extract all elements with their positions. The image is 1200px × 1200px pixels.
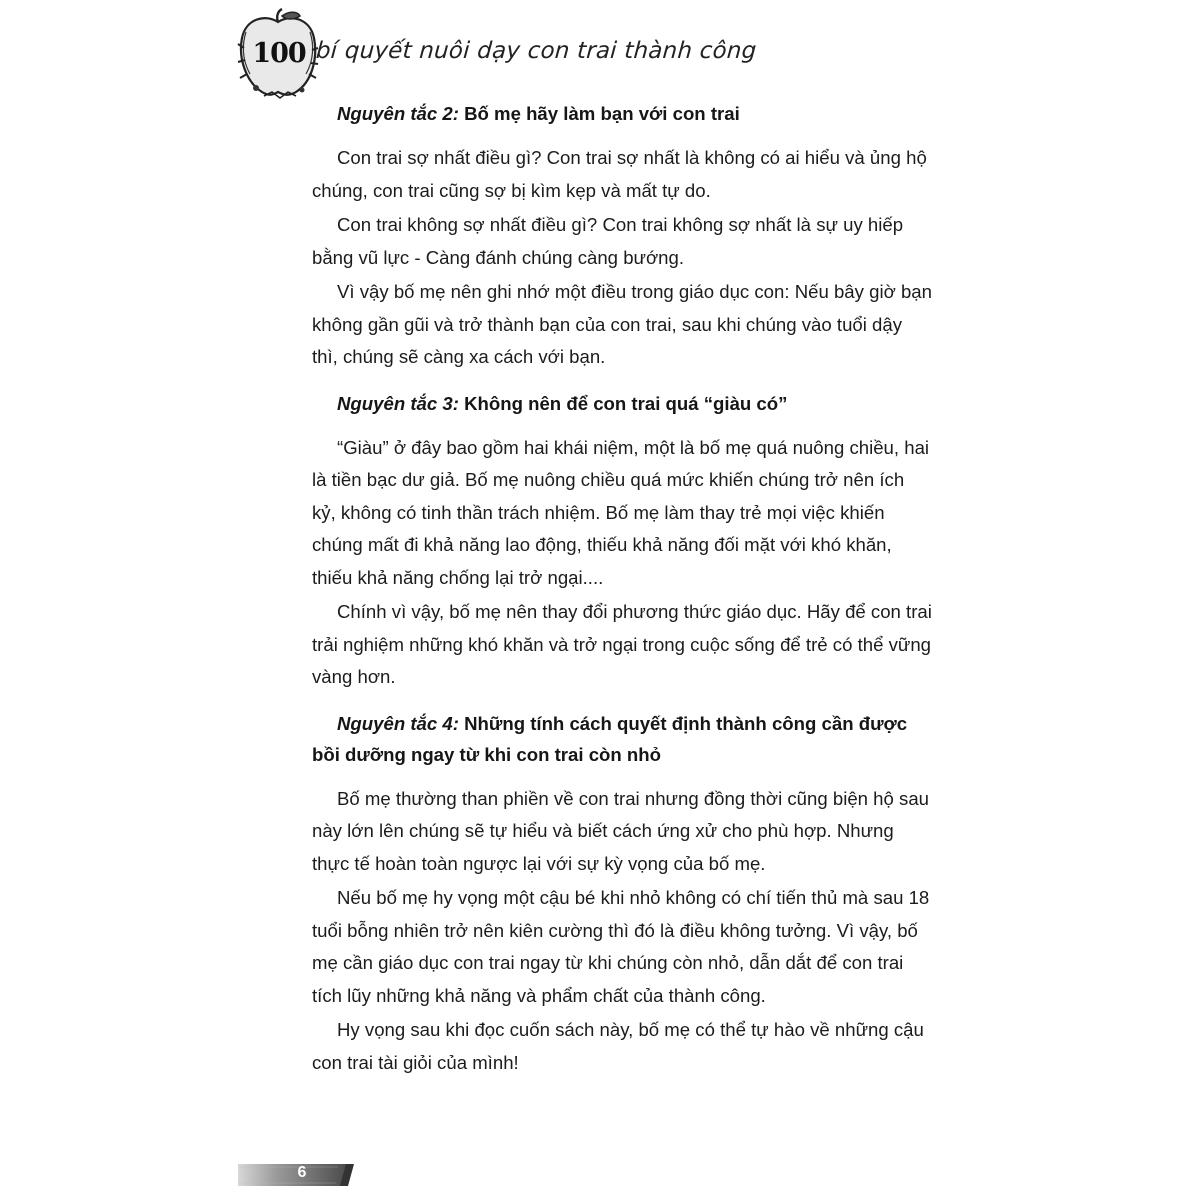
section-label: Nguyên tắc 3: <box>337 392 459 414</box>
page-content <box>312 98 932 1081</box>
paragraph: Nếu bố mẹ hy vọng một cậu bé khi nhỏ không có chí tiến thủ mà sau 18 tuổi bỗng nhiên trở nên kiên cường thì đó là điều không tưởng. Vì vậy, bố mẹ cần giáo dục con trai ngay từ khi chúng còn nhỏ, dẫn dắt để con trai tích lũy những khả năng và phẩm chất của thành công. <box>312 887 930 1006</box>
book-logo-apple-icon <box>236 8 320 102</box>
paragraph: “Giàu” ở đây bao gồm hai khái niệm, một là bố mẹ quá nuông chiều, hai là tiền bạc dư giả. Bố mẹ nuông chiều quá mức khiến chúng trở nên ích kỷ, không có tinh thần trách nhiệm. Bố mẹ làm thay trẻ mọi việc khiến chúng mất đi khả năng lao động, thiếu khả năng đối mặt với khó khăn, thiếu khả năng chống lại trở ngại.... <box>312 436 930 588</box>
page-number: 6 <box>297 1164 307 1181</box>
section-heading-principle-2 <box>337 98 932 129</box>
paragraph: Con trai không sợ nhất điều gì? Con trai không sợ nhất là sự uy hiếp bằng vũ lực - Càng đánh chúng càng bướng. <box>312 214 904 268</box>
section-label: Nguyên tắc 4: <box>337 712 459 734</box>
section-heading-principle-3 <box>337 388 932 419</box>
logo-number: 100 <box>252 38 306 69</box>
section-title: Không nên để con trai quá “giàu có” <box>458 392 788 414</box>
section-heading-principle-4 <box>312 708 932 770</box>
section-label: Nguyên tắc 2: <box>337 103 459 124</box>
paragraph: Con trai sợ nhất điều gì? Con trai sợ nhất là không có ai hiểu và ủng hộ chúng, con trai cũng sợ bị kìm kẹp và mất tự do. <box>312 147 927 201</box>
paragraph: Bố mẹ thường than phiền về con trai nhưng đồng thời cũng biện hộ sau này lớn lên chúng sẽ tự hiểu và biết cách ứng xử cho phù hợp. Nhưng thực tế hoàn toàn ngược lại với sự kỳ vọng của bố mẹ. <box>312 787 929 874</box>
page-footer <box>238 1162 358 1188</box>
section-title: Bố mẹ hãy làm bạn với con trai <box>458 103 740 124</box>
paragraph: Vì vậy bố mẹ nên ghi nhớ một điều trong giáo dục con: Nếu bây giờ bạn không gần gũi và trở thành bạn của con trai, sau khi chúng vào tuổi dậy thì, chúng sẽ càng xa cách với bạn. <box>312 281 932 367</box>
section-title: Những tính cách quyết định thành công cần được bồi dưỡng ngay từ khi con trai còn nhỏ <box>312 712 908 765</box>
running-header-title: bí quyết nuôi dạy con trai thành công <box>315 38 758 64</box>
paragraph: Hy vọng sau khi đọc cuốn sách này, bố mẹ có thể tự hào về những cậu con trai tài giỏi của mình! <box>312 1019 924 1073</box>
page-header <box>236 8 936 108</box>
paragraph: Chính vì vậy, bố mẹ nên thay đổi phương thức giáo dục. Hãy để con trai trải nghiệm những khó khăn và trở ngại trong cuộc sống để trẻ có thể vững vàng hơn. <box>312 601 932 687</box>
